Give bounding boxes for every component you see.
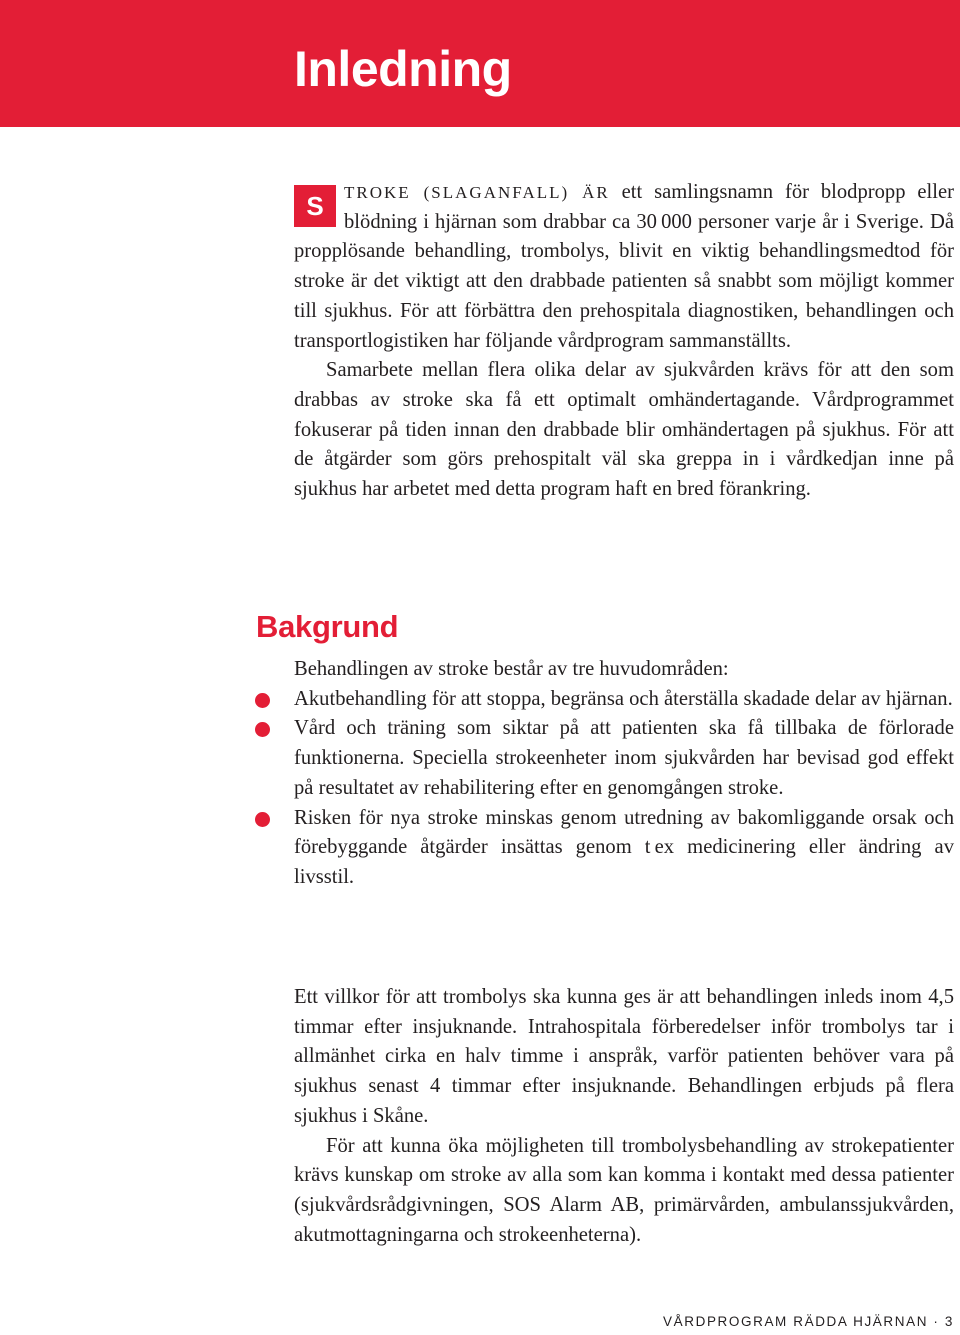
bullet-dot-icon [255,693,270,708]
drop-cap: S [294,185,336,227]
page-number: 3 [944,1314,954,1329]
trombolys-paragraph-2: För att kunna öka möjligheten till trombolysbehandling av strokepatienter krävs kunskap om stroke av alla som kan komma i kontakt med dessa patienter (sjukvårdsrådgivningen, SOS Alarm AB, primärvården, ambulanssjukvården, akutmottagningarna och strokeenheterna). [294,1134,954,1246]
bakgrund-section [294,655,954,893]
intro-paragraph-1 [294,178,954,356]
list-item-text: Vård och träning som siktar på att patienten ska få tillbaka de förlorade funktionerna. Speciella strokeenheter inom sjukvården har bevisad god effekt på resultatet av rehabilitering efter en genomgången stroke. [294,717,954,799]
bakgrund-lead: Behandlingen av stroke består av tre huvudområden: [294,658,729,680]
intro-paragraph-2: Samarbete mellan flera olika delar av sjukvården krävs för att den som drabbas av stroke ska få ett optimalt omhändertagande. Vårdprogrammet fokuserar på tiden innan den drabbade blir omhändertagen på sjukhus. För att de åtgärder som görs prehospitalt väl ska greppa in i vårdkedjan inne på sjukhus har arbetet med detta program haft en bred förankring. [294,359,954,501]
trombolys-section [294,983,954,1250]
footer-separator: · [933,1314,940,1329]
intro-lead-smallcaps: TROKE (SLAGANFALL) ÄR [344,183,610,202]
trombolys-paragraph-1: Ett villkor för att trombolys ska kunna ges är att behandlingen inleds inom 4,5 timmar efter insjuknande. Intrahospitala förberedelser inför trombolys tar i allmänhet cirka en halv timme i anspråk, varför patienten behöver vara på sjukhus senast 4 timmar efter insjuknande. Behandlingen erbjuds på flera sjukhus i Skåne. [294,986,954,1127]
bullet-list [294,685,954,893]
page-title: Inledning [294,41,512,97]
bullet-dot-icon [255,722,270,737]
page-footer [640,1314,954,1329]
intro-section [294,178,954,505]
section-heading-bakgrund: Bakgrund [256,609,399,644]
intro-paragraph-1-text: ett samlingsnamn för blodpropp eller blödning i hjärnan som drabbar ca 30 000 personer varje år i Sverige. Då propplösande behandling, trombolys, blivit en viktig behandlingsmedtod för stroke är det viktigt att den drabbade patienten så snabbt som möjligt kommer till sjukhus. För att förbättra den prehospitala diagnostiken, behandlingen och transportlogistiken har följande vårdprogram sammanställts. [294,181,954,352]
bullet-dot-icon [255,812,270,827]
title-banner [0,0,960,127]
running-title: VÅRDPROGRAM RÄDDA HJÄRNAN [663,1314,929,1329]
list-item-text: Risken för nya stroke minskas genom utredning av bakomliggande orsak och förebyggande åtgärder insättas genom t ex medicinering eller ändring av livsstil. [294,806,954,888]
list-item-text: Akutbehandling för att stoppa, begränsa och återställa skadade delar av hjärnan. [294,687,953,710]
list-item [294,804,954,893]
list-item [294,714,954,803]
list-item [294,685,954,715]
